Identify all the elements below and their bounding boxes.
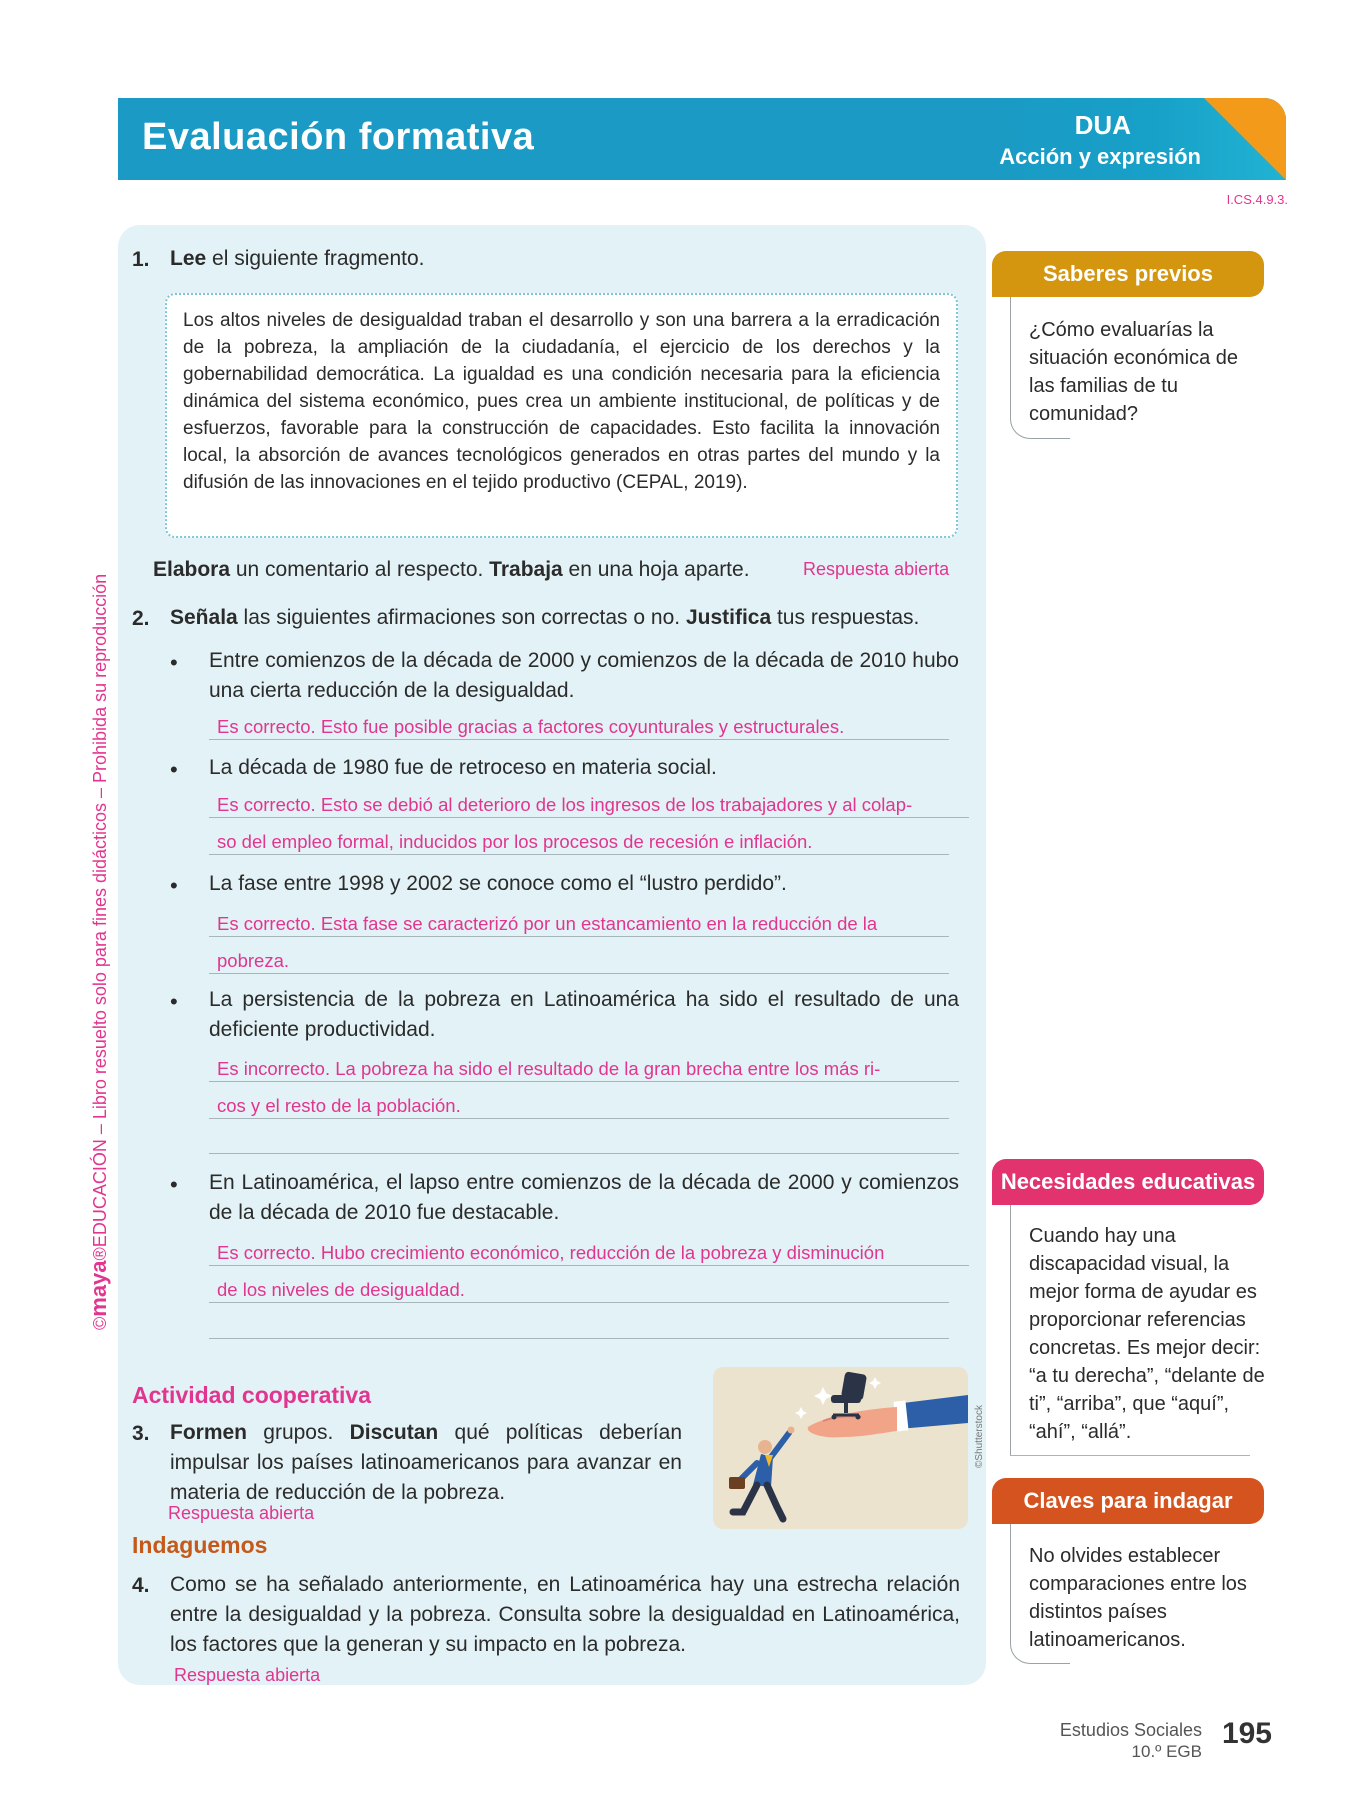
task-verb-elabora: Elabora xyxy=(153,558,231,581)
question-2-end: tus respuestas. xyxy=(771,606,920,629)
question-1-rest: el siguiente fragmento. xyxy=(206,247,425,270)
claves-para-indagar-text: No olvides establecer comparaciones entre los distintos países latinoamericanos. xyxy=(1029,1545,1247,1651)
statement-2: La década de 1980 fue de retroceso en materia social. xyxy=(209,756,717,779)
question-1-number: 1. xyxy=(132,248,150,271)
question-4-answer: Respuesta abierta xyxy=(174,1665,321,1685)
question-1-answer: Respuesta abierta xyxy=(803,559,950,579)
indicator-code: I.CS.4.9.3. xyxy=(1226,192,1288,207)
question-1-verb: Lee xyxy=(170,247,207,270)
question-4-number: 4. xyxy=(132,1574,150,1597)
statement-3: La fase entre 1998 y 2002 se conoce como el “lustro perdido”. xyxy=(209,872,787,895)
bullet: • xyxy=(170,650,178,675)
blank-answer-line xyxy=(209,1153,959,1154)
answer-5-line-2: de los niveles de desigualdad. xyxy=(209,1278,949,1303)
claves-para-indagar-header: Claves para indagar xyxy=(992,1478,1264,1524)
section-header xyxy=(118,98,1286,180)
answer-3-line-1: Es correcto. Esta fase se caracterizó por un estancamiento en la reducción de la xyxy=(209,912,949,937)
image-credit: ©Shutterstock xyxy=(974,1405,985,1468)
answer-2-line-1: Es correcto. Esto se debió al deterioro de los ingresos de los trabajadores y al colap- xyxy=(209,793,969,818)
copyright-text: EDUCACIÓN – Libro resuelto solo para fines didácticos – Prohibida su reproducción xyxy=(90,573,110,1248)
question-3-mid: grupos. xyxy=(247,1421,350,1444)
section-title: Evaluación formativa xyxy=(142,116,535,158)
dua-subtitle: Acción y expresión xyxy=(999,144,1201,169)
question-3-text: qué políticas deberían impulsar los países latinoamericanos para avanzar en materia de reducción de la pobreza. xyxy=(170,1421,683,1504)
answer-4-line-2: cos y el resto de la población. xyxy=(209,1094,949,1119)
dua-badge xyxy=(986,98,1286,180)
question-2-prompt xyxy=(170,603,970,633)
copyright-note xyxy=(86,574,112,1330)
footer-subject: Estudios Sociales xyxy=(1059,1720,1202,1740)
question-3-answer: Respuesta abierta xyxy=(168,1503,315,1523)
illustration-image xyxy=(713,1367,968,1529)
saberes-previos-header: Saberes previos xyxy=(992,251,1264,297)
question-2-number: 2. xyxy=(132,607,150,630)
research-title: Indaguemos xyxy=(132,1532,268,1558)
answer-5-line-1: Es correcto. Hubo crecimiento económico, reducción de la pobreza y disminución xyxy=(209,1241,969,1266)
saberes-previos-text: ¿Cómo evaluarías la situación económica de las familias de tu comunidad? xyxy=(1029,319,1239,425)
page-number: 195 xyxy=(1221,1717,1272,1750)
necesidades-educativas-header: Necesidades educativas xyxy=(992,1159,1264,1205)
question-2-verb-justifica: Justifica xyxy=(685,606,772,629)
question-2-verb-senala: Señala xyxy=(170,606,238,629)
statement-4: La persistencia de la pobreza en Latinoamérica ha sido el resultado de una deficiente productividad. xyxy=(209,988,959,1041)
statement-1: Entre comienzos de la década de 2000 y comienzos de la década de 2010 hubo una cierta reducción de la desigualdad. xyxy=(209,649,959,702)
question-3-prompt xyxy=(170,1418,682,1508)
bullet: • xyxy=(170,757,178,782)
brand-name: maya xyxy=(86,1260,111,1317)
quote-fragment: Los altos niveles de desigualdad traban el desarrollo y son una barrera a la erradicación de la pobreza, la ampliación de la ciudadanía, el ejercicio de los derechos y la gobernabilidad democrática. La igualdad es una condición necesaria para la eficiencia dinámica del sistema económico, pues crea un ambiente institucional, de políticas y de esfuerzos, favorable para la construcción de capacidades. Esto facilita la innovación local, la absorción de avances tecnológicos generados en otras partes del mundo y la difusión de las innovaciones en el tejido productivo (CEPAL, 2019). xyxy=(165,293,958,538)
dua-corner-decoration xyxy=(1204,98,1286,180)
answer-3-line-2: pobreza. xyxy=(209,949,949,974)
dua-title: DUA xyxy=(1074,110,1131,140)
answer-4-line-1: Es incorrecto. La pobreza ha sido el resultado de la gran brecha entre los más ri- xyxy=(209,1057,959,1082)
necesidades-educativas-underline xyxy=(1010,1455,1250,1456)
question-3-number: 3. xyxy=(132,1422,150,1445)
necesidades-educativas-text: Cuando hay una discapacidad visual, la mejor forma de ayudar es proporcionar referencias concretas. Es mejor decir: “a tu derecha”, “delante de ti”, “arriba”, que “aquí”, “ahí”, “allá”. xyxy=(1029,1225,1265,1443)
bullet: • xyxy=(170,1172,178,1197)
bullet: • xyxy=(170,989,178,1014)
question-1-prompt xyxy=(170,244,960,274)
answer-1-line-1: Es correcto. Esto fue posible gracias a factores coyunturales y estructurales. xyxy=(209,715,949,740)
copyright-symbol: © xyxy=(90,1316,110,1330)
cooperative-activity-title: Actividad cooperativa xyxy=(132,1382,372,1408)
answer-2-line-2: so del empleo formal, inducidos por los procesos de recesión e inflación. xyxy=(209,830,949,855)
bullet: • xyxy=(170,873,178,898)
statement-5: En Latinoamérica, el lapso entre comienzos de la década de 2000 y comienzos de la década de 2010 fue destacable. xyxy=(209,1171,959,1224)
question-3-verb-formen: Formen xyxy=(170,1421,248,1444)
task-verb-trabaja: Trabaja xyxy=(489,558,563,581)
footer-grade: 10.º EGB xyxy=(1131,1742,1202,1761)
task-end: en una hoja aparte. xyxy=(562,558,750,581)
task-mid: un comentario al respecto. xyxy=(230,558,490,581)
question-3-verb-discutan: Discutan xyxy=(349,1421,439,1444)
question-2-mid: las siguientes afirmaciones son correctas o no. xyxy=(237,606,686,629)
question-4-prompt: Como se ha señalado anteriormente, en Latinoamérica hay una estrecha relación entre la desigualdad y la pobreza. Consulta sobre la desigualdad en Latinoamérica, los factores que la generan y su impacto en la pobreza. xyxy=(170,1573,960,1656)
businessman-reaching-chair-illustration xyxy=(713,1367,968,1529)
registered-symbol: ® xyxy=(90,1247,110,1261)
blank-answer-line xyxy=(209,1338,949,1339)
